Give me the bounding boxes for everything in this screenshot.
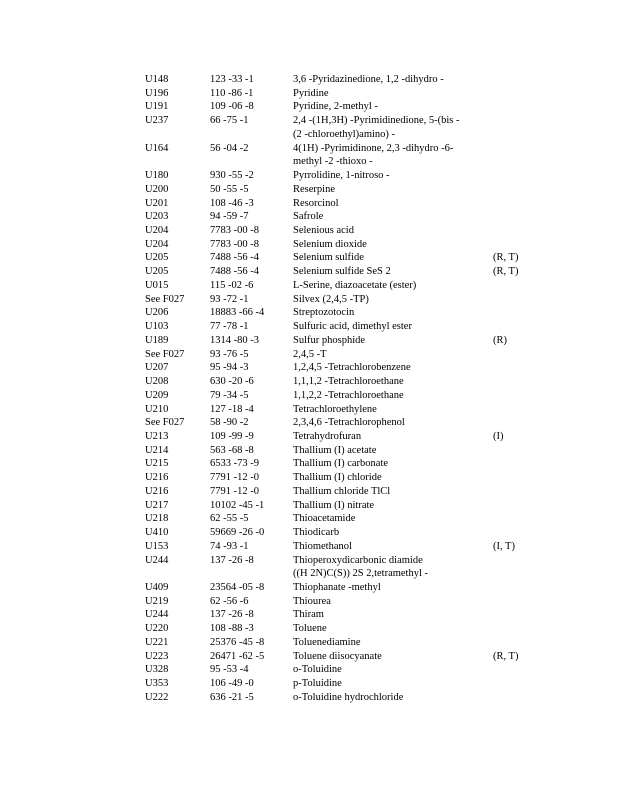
cas-number: 123 -33 -1: [210, 74, 254, 85]
substance-name: Thallium (I) nitrate: [293, 499, 375, 511]
waste-code: U210: [145, 403, 169, 415]
cas-number: 108 -88 -3: [210, 623, 254, 635]
cas-number: 115 -02 -6: [210, 279, 254, 291]
substance-name: Pyridine: [293, 87, 329, 99]
waste-code: U200: [145, 183, 169, 195]
cas-number: 137 -26 -8: [210, 609, 254, 621]
waste-code: U196: [145, 87, 169, 99]
waste-code: U409: [145, 582, 169, 593]
waste-code: U216: [145, 485, 169, 497]
cas-number: 93 -72 -1: [210, 293, 249, 305]
substance-name: 1,2,4,5 -Tetrachlorobenzene: [293, 362, 411, 374]
cas-number: 77 -78 -1: [210, 321, 249, 333]
waste-code: U328: [145, 664, 169, 676]
hazard-code: (R, T): [493, 252, 519, 264]
cas-number: 108 -46 -3: [210, 197, 254, 209]
substance-name: 2,3,4,6 -Tetrachlorophenol: [293, 417, 405, 429]
waste-code: U221: [145, 636, 169, 648]
cas-number: 1314 -80 -3: [210, 334, 259, 346]
waste-code: U214: [145, 444, 169, 456]
cas-number: 66 -75 -1: [210, 115, 249, 127]
waste-code: U216: [145, 472, 169, 484]
substance-name: Toluene diisocyanate: [293, 650, 382, 662]
cas-number: 7488 -56 -4: [210, 266, 259, 278]
substance-name: Safrole: [293, 211, 324, 223]
substance-name: Thiram: [293, 609, 324, 621]
waste-code: U148: [145, 74, 169, 85]
waste-code: U222: [145, 691, 169, 703]
substance-name: Toluene: [293, 623, 327, 635]
substance-name: Reserpine: [293, 183, 335, 195]
waste-code: U201: [145, 197, 169, 209]
waste-code: U218: [145, 513, 169, 525]
substance-name: Thiophanate -methyl: [293, 582, 381, 593]
cas-number: 74 -93 -1: [210, 540, 249, 552]
substance-name: Toluenediamine: [293, 636, 361, 648]
waste-code: U237: [145, 115, 169, 127]
waste-code: U209: [145, 389, 169, 401]
substance-name: Selenium dioxide: [293, 238, 367, 250]
waste-code: U244: [145, 609, 169, 621]
substance-name: Selenious acid: [293, 225, 354, 237]
cas-number: 137 -26 -8: [210, 554, 254, 566]
waste-code: U215: [145, 458, 169, 470]
substance-name: 3,6 -Pyridazinedione, 1,2 -dihydro -: [293, 74, 444, 85]
cas-number: 25376 -45 -8: [210, 636, 265, 648]
substance-name: 4(1H) -Pyrimidinone, 2,3 -dihydro -6-: [293, 142, 454, 154]
waste-code: U180: [145, 170, 169, 182]
cas-number: 56 -04 -2: [210, 142, 249, 154]
cas-number: 127 -18 -4: [210, 403, 254, 415]
waste-code: U207: [145, 362, 169, 374]
substance-name: 2,4,5 -T: [293, 348, 327, 360]
cas-number: 62 -56 -6: [210, 595, 249, 607]
cas-number: 930 -55 -2: [210, 170, 254, 182]
waste-code: U213: [145, 430, 169, 442]
substance-name: Selenium sulfide SeS 2: [293, 266, 391, 278]
cas-number: 110 -86 -1: [210, 87, 254, 99]
substance-name: Resorcinol: [293, 197, 339, 209]
hazard-code: (I, T): [493, 540, 515, 552]
substance-name: methyl -2 -thioxo -: [293, 156, 373, 168]
waste-code: U223: [145, 650, 169, 662]
substance-name: p-Toluidine: [293, 678, 342, 690]
substance-name: Thiourea: [293, 595, 331, 607]
waste-code: U103: [145, 321, 169, 333]
cas-number: 62 -55 -5: [210, 513, 249, 525]
waste-code: U203: [145, 211, 169, 223]
substance-name: Thioacetamide: [293, 513, 356, 525]
substance-name: Thallium (I) carbonate: [293, 458, 389, 470]
cas-number: 94 -59 -7: [210, 211, 249, 223]
substance-name: L-Serine, diazoacetate (ester): [293, 279, 417, 291]
cas-number: 10102 -45 -1: [210, 499, 265, 511]
waste-code: U217: [145, 499, 169, 511]
waste-code: U206: [145, 307, 169, 319]
cas-number: 59669 -26 -0: [210, 527, 265, 539]
hazard-code: (I): [493, 430, 504, 442]
cas-number: 23564 -05 -8: [210, 582, 265, 593]
cas-number: 7791 -12 -0: [210, 485, 259, 497]
waste-code: U410: [145, 527, 169, 539]
substance-name: Silvex (2,4,5 -TP): [293, 293, 369, 305]
waste-code: U205: [145, 252, 169, 264]
waste-code: U204: [145, 238, 169, 250]
substance-name: 1,1,2,2 -Tetrachloroethane: [293, 389, 404, 401]
waste-code: U153: [145, 540, 169, 552]
waste-code: U208: [145, 376, 169, 388]
substance-name: 2,4 -(1H,3H) -Pyrimidinedione, 5-(bis -: [293, 115, 460, 127]
substance-name: Thallium (I) chloride: [293, 472, 382, 484]
substance-name: Tetrahydrofuran: [293, 430, 362, 442]
substance-name: ((H 2N)C(S)) 2S 2,tetramethyl -: [293, 568, 429, 580]
substance-name: o-Toluidine hydrochloride: [293, 691, 404, 703]
waste-code: U353: [145, 678, 169, 690]
cas-number: 18883 -66 -4: [210, 307, 265, 319]
waste-code: See F027: [145, 348, 185, 360]
substance-name: Sulfur phosphide: [293, 334, 366, 346]
waste-code: U015: [145, 279, 169, 291]
waste-code: U191: [145, 101, 169, 113]
cas-number: 50 -55 -5: [210, 183, 249, 195]
substance-name: 1,1,1,2 -Tetrachloroethane: [293, 376, 404, 388]
hazard-code: (R): [493, 334, 507, 346]
cas-number: 95 -94 -3: [210, 362, 249, 374]
cas-number: 6533 -73 -9: [210, 458, 259, 470]
cas-number: 79 -34 -5: [210, 389, 249, 401]
substance-name: Sulfuric acid, dimethyl ester: [293, 321, 412, 333]
cas-number: 95 -53 -4: [210, 664, 249, 676]
cas-number: 93 -76 -5: [210, 348, 249, 360]
cas-number: 109 -99 -9: [210, 430, 254, 442]
substance-name: Pyrrolidine, 1-nitroso -: [293, 170, 390, 182]
substance-name: Thioperoxydicarbonic diamide: [293, 554, 423, 566]
substance-name: Pyridine, 2-methyl -: [293, 101, 378, 113]
waste-code: See F027: [145, 293, 185, 305]
cas-number: 630 -20 -6: [210, 376, 254, 388]
substance-name: Thiomethanol: [293, 540, 352, 552]
waste-code: U205: [145, 266, 169, 278]
cas-number: 7488 -56 -4: [210, 252, 259, 264]
cas-number: 26471 -62 -5: [210, 650, 265, 662]
cas-number: 58 -90 -2: [210, 417, 249, 429]
waste-code: U204: [145, 225, 169, 237]
cas-number: 7783 -00 -8: [210, 238, 259, 250]
cas-number: 7783 -00 -8: [210, 225, 259, 237]
substance-name: Thiodicarb: [293, 527, 340, 539]
substance-name: o-Toluidine: [293, 664, 342, 676]
waste-code: U219: [145, 595, 169, 607]
hazard-code: (R, T): [493, 650, 519, 662]
substance-name: Selenium sulfide: [293, 252, 364, 264]
substance-name: Tetrachloroethylene: [293, 403, 377, 415]
cas-number: 106 -49 -0: [210, 678, 254, 690]
cas-number: 636 -21 -5: [210, 691, 254, 703]
cas-number: 7791 -12 -0: [210, 472, 259, 484]
substance-name: Streptozotocin: [293, 307, 355, 319]
waste-code: U220: [145, 623, 169, 635]
waste-code: U164: [145, 142, 169, 154]
substance-name: Thallium chloride TlCl: [293, 485, 391, 497]
hazard-code: (R, T): [493, 266, 519, 278]
waste-code: See F027: [145, 417, 185, 429]
cas-number: 109 -06 -8: [210, 101, 254, 113]
substance-name: Thallium (I) acetate: [293, 444, 377, 456]
substance-name: (2 -chloroethyl)amino) -: [293, 128, 396, 140]
waste-code: U189: [145, 334, 169, 346]
waste-code: U244: [145, 554, 169, 566]
cas-number: 563 -68 -8: [210, 444, 254, 456]
